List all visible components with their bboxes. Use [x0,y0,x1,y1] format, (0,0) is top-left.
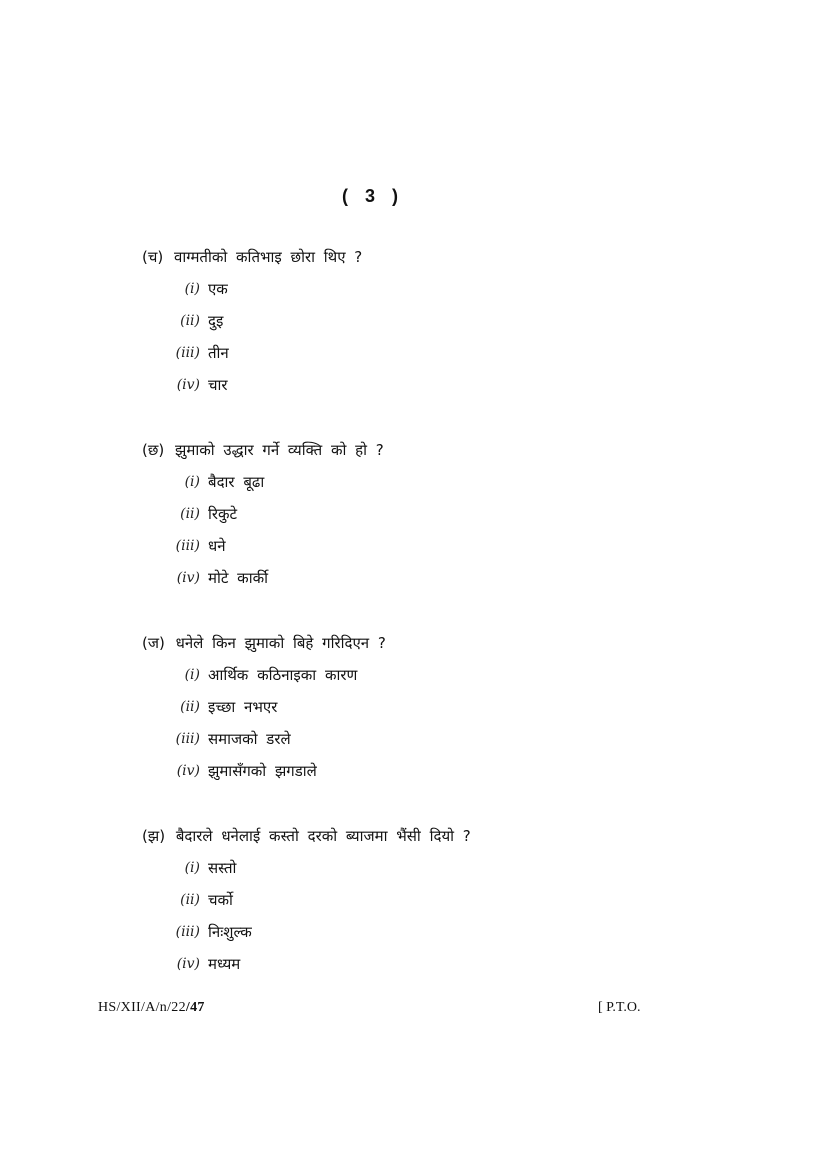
option-number: (iv) [176,570,200,586]
question-stem [142,246,662,268]
option-item [142,664,662,696]
option-item [142,696,662,728]
option-number: (iii) [175,924,200,940]
option-item [142,921,662,953]
option-item [142,567,662,599]
option-item [142,342,662,374]
option-item [142,857,662,889]
option-text: मोटे कार्की [208,569,268,587]
option-item [142,374,662,406]
option-number: (i) [184,474,200,490]
question-chha [142,439,662,599]
option-text: मध्यम [208,955,241,973]
page-number: ( 3 ) [341,186,404,206]
option-number: (iv) [176,763,200,779]
question-text: झुमाको उद्धार गर्ने व्यक्ति को हो ? [175,441,384,459]
option-text: बैदार बूढा [208,473,265,491]
option-number: (iii) [175,731,200,747]
question-text: धनेले किन झुमाको बिहे गरिदिएन ? [175,634,386,652]
option-text: इच्छा नभएर [208,698,278,716]
option-text: सस्तो [208,859,237,877]
question-text: बैदारले धनेलाई कस्तो दरको ब्याजमा भैंसी दियो ? [175,827,471,845]
option-text: चार [208,376,228,394]
option-number: (ii) [180,699,200,715]
option-text: दुइ [208,312,224,330]
option-text: धने [208,537,226,555]
question-ja [142,632,662,792]
option-text: निःशुल्क [208,923,252,941]
option-text: एक [208,280,228,298]
option-list [142,664,662,792]
option-item [142,889,662,921]
question-label: (छ) [142,441,165,459]
option-item [142,728,662,760]
option-text: रिकुटे [208,505,238,523]
option-item [142,471,662,503]
pto-label: [ P.T.O. [598,1000,641,1015]
option-text: समाजको डरले [208,730,291,748]
option-list [142,471,662,599]
option-number: (iv) [176,956,200,972]
option-list [142,857,662,985]
paper-code-prefix: HS/XII/A/n/22 [98,1000,186,1015]
option-list [142,278,662,406]
question-stem [142,632,662,654]
question-stem [142,439,662,461]
option-number: (iii) [175,345,200,361]
option-text: चर्को [208,891,233,909]
option-item [142,278,662,310]
question-cha [142,246,662,406]
paper-code [98,1000,205,1016]
question-stem [142,825,662,847]
option-number: (ii) [180,313,200,329]
question-label: (ज) [142,634,165,652]
question-label: (च) [142,248,164,266]
option-number: (i) [184,860,200,876]
option-item [142,503,662,535]
option-number: (i) [184,667,200,683]
option-text: आर्थिक कठिनाइका कारण [208,666,358,684]
question-jha [142,825,662,985]
option-number: (i) [184,281,200,297]
option-item [142,310,662,342]
question-label: (झ) [142,827,166,845]
option-item [142,953,662,985]
option-number: (ii) [180,506,200,522]
option-number: (iii) [175,538,200,554]
option-number: (ii) [180,892,200,908]
option-text: तीन [208,344,229,362]
option-number: (iv) [176,377,200,393]
option-text: झुमासँगको झगडाले [208,762,317,780]
paper-code-suffix: /47 [185,1000,205,1015]
question-text: वाग्मतीको कतिभाइ छोरा थिए ? [174,248,363,266]
option-item [142,760,662,792]
option-item [142,535,662,567]
